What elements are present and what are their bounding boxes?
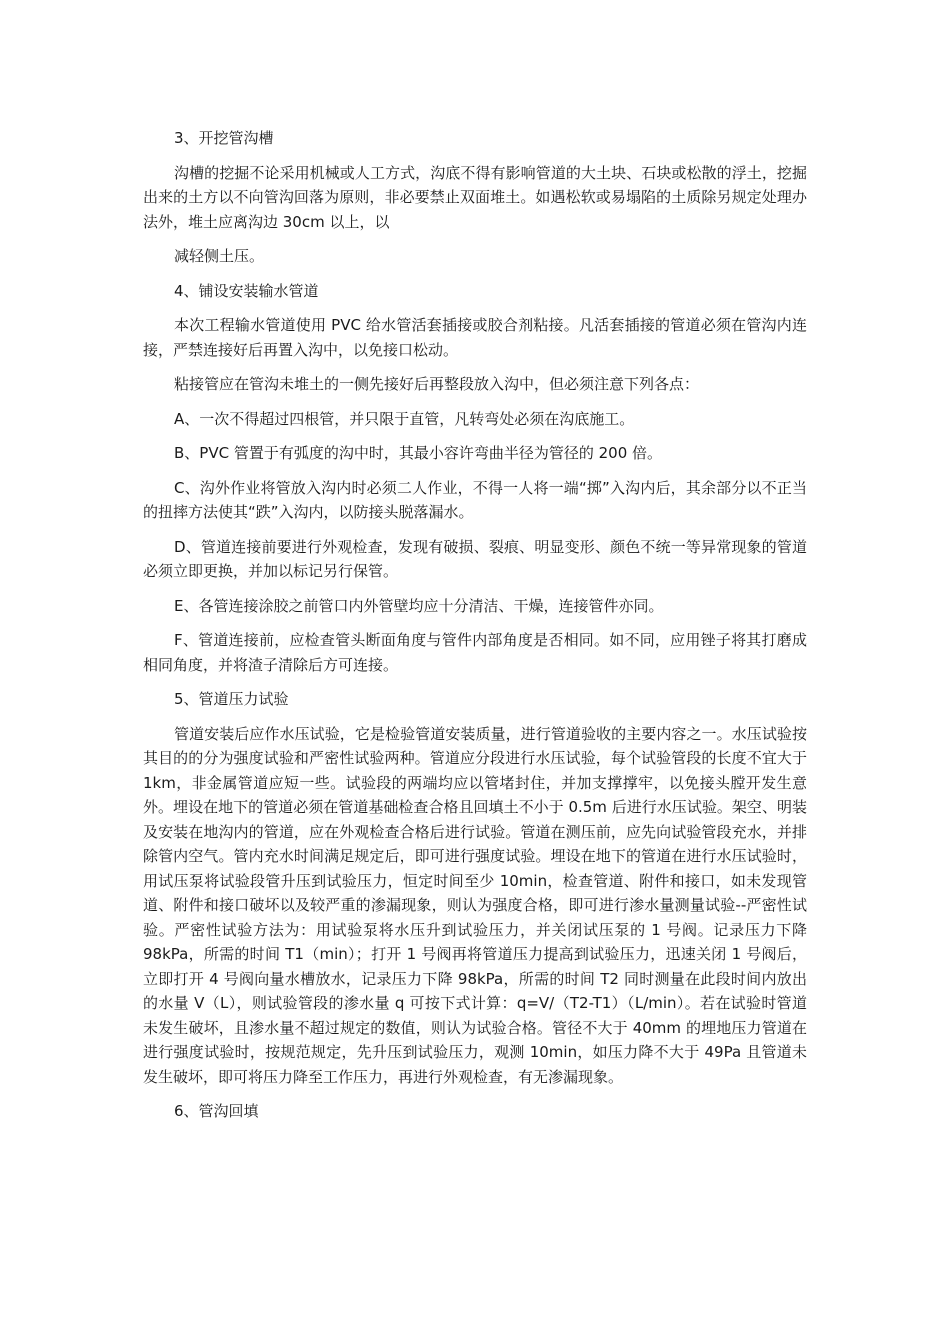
list-item-d: D、管道连接前要进行外观检查，发现有破损、裂痕、明显变形、颜色不统一等异常现象的管道必须立即更换，并加以标记另行保管。: [143, 537, 807, 580]
document-body: [143, 126, 807, 1124]
section-heading-trench: 3、开挖管沟槽: [174, 129, 274, 147]
list-item-f: F、管道连接前，应检查管头断面角度与管件内部角度是否相同。如不同，应用锉子将其打磨成相同角度，并将渣子清除后方可连接。: [143, 631, 807, 674]
list-item-b: B、PVC 管置于有弧度的沟中时，其最小容许弯曲半径为管径的 200 倍。: [174, 444, 663, 462]
section-heading-pressure-test: 5、管道压力试验: [174, 690, 289, 708]
paragraph-side-pressure: 减轻侧土压。: [174, 247, 265, 265]
paragraph-pressure-test: 管道安装后应作水压试验，它是检验管道安装质量，进行管道验收的主要内容之一。水压试验按其目的的分为强度试验和严密性试验两种。管道应分段进行水压试验，每个试验管段的长度不宜大于 1km，非金属管道应短一些。试验段的两端均应以管堵封住，并加支撑撑牢，以免接头膛开发生意外。埋设在地下的管道必须在管道基础检查合格且回填土不小于 0.5m 后进行水压试验。架空、明装及安装在地沟内的管道，应在外观检查合格后进行试验。管道在测压前，应先向试验管段充水，并排除管内空气。管内充水时间满足规定后，即可进行强度试验。埋设在地下的管道在进行水压试验时，用试压泵将试验段管升压到试验压力，恒定时间至少 10min，检查管道、附件和接口，如未发现管道、附件和接口破坏以及较严重的渗漏现象，则认为强度合格，即可进行渗水量测量试验--严密性试验。严密性试验方法为：用试验泵将水压升到试验压力，并关闭试压泵的 1 号阀。记录压力下降 98kPa，所需的时间 T1（min）；打开 1 号阀再将管道压力提高到试验压力，迅速关闭 1 号阀后，立即打开 4 号阀向量水槽放水，记录压力下降 98kPa，所需的时间 T2 同时测量在此段时间内放出的水量 V（L），则试验管段的渗水量 q 可按下式计算：q=V/（T2-T1）（L/min）。若在试验时管道未发生破坏，且渗水量不超过规定的数值，则认为试验合格。管径不大于 40mm 的埋地压力管道在进行强度试验时，按规范规定，先升压到试验压力，观测 10min，如压力降不大于 49Pa 且管道未发生破坏，即可将压力降至工作压力，再进行外观检查，有无渗漏现象。: [143, 724, 807, 1086]
section-heading-backfill: 6、管沟回填: [174, 1102, 259, 1120]
list-item-a: A、一次不得超过四根管，并只限于直管，凡转弯处必须在沟底施工。: [174, 409, 635, 428]
section-heading-pipe-install: 4、铺设安装输水管道: [174, 281, 319, 300]
paragraph-trench-digging: 沟槽的挖掘不论采用机械或人工方式，沟底不得有影响管道的大土块、石块或松散的浮土，挖掘出来的土方以不向管沟回落为原则，非必要禁止双面堆土。如遇松软或易塌陷的土质除另规定处理办法外，堆土应离沟边 30cm 以上，以: [143, 163, 807, 231]
list-item-e: E、各管连接涂胶之前管口内外管壁均应十分清洁、干燥，连接管件亦同。: [174, 596, 664, 615]
paragraph-pvc-pipe: 本次工程输水管道使用 PVC 给水管活套插接或胶合剂粘接。凡活套插接的管道必须在管沟内连接，严禁连接好后再置入沟中，以免接口松动。: [143, 316, 807, 359]
paragraph-bonding-intro: 粘接管应在管沟未堆土的一侧先接好后再整段放入沟中，但必须注意下列各点：: [174, 375, 700, 393]
list-item-c: C、沟外作业将管放入沟内时必须二人作业，不得一人将一端“掷”入沟内后，其余部分以不正当的扭摔方法使其“跌”入沟内，以防接头脱落漏水。: [143, 478, 807, 521]
